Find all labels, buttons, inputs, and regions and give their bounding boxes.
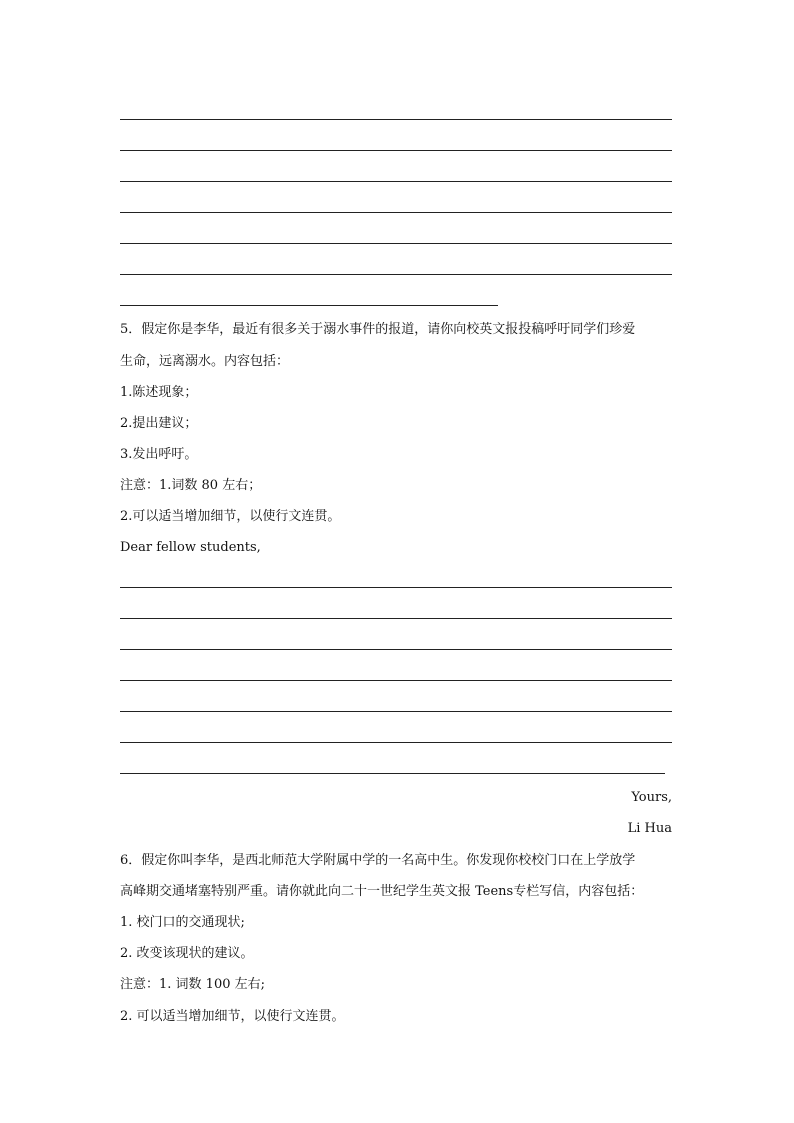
writing-line [120, 212, 672, 213]
writing-line [120, 649, 672, 650]
writing-line [120, 305, 498, 306]
q5-intro-line2: 生命，远离溺水。内容包括： [120, 354, 290, 369]
q6-intro-line2: 高峰期交通堵塞特别严重。请你就此向二十一世纪学生英文报 Teens专栏写信，内容包括： [120, 884, 644, 899]
writing-line [120, 618, 672, 619]
q6-note-2: 2. 可以适当增加细节，以使行文连贯。 [120, 1009, 345, 1024]
writing-line [120, 742, 672, 743]
q6-point-2: 2. 改变该现状的建议。 [120, 946, 254, 961]
q5-note-2: 2.可以适当增加细节，以使行文连贯。 [120, 509, 341, 524]
q5-note-1: 注意：1.词数 80 左右； [120, 478, 262, 493]
writing-line [120, 181, 672, 182]
q5-salutation: Dear fellow students, [120, 540, 261, 555]
writing-line [120, 150, 672, 151]
q5-point-3: 3.发出呼吁。 [120, 447, 198, 462]
q5-signature: Li Hua [627, 821, 672, 836]
q5-closing: Yours, [631, 790, 672, 805]
writing-line [120, 274, 672, 275]
writing-line [120, 119, 672, 120]
writing-line [120, 711, 672, 712]
q6-intro-line1: 6．假定你叫李华，是西北师范大学附属中学的一名高中生。你发现你校校门口在上学放学 [120, 853, 636, 868]
writing-line [120, 243, 672, 244]
q5-intro-line1: 5．假定你是李华，最近有很多关于溺水事件的报道，请你向校英文报投稿呼吁同学们珍爱 [120, 322, 636, 337]
q5-point-2: 2.提出建议； [120, 416, 198, 431]
writing-line [120, 680, 672, 681]
q6-point-1: 1. 校门口的交通现状; [120, 915, 245, 930]
q5-point-1: 1.陈述现象； [120, 385, 198, 400]
writing-line [120, 587, 672, 588]
q6-note-1: 注意：1. 词数 100 左右; [120, 977, 265, 992]
writing-line [120, 773, 665, 774]
